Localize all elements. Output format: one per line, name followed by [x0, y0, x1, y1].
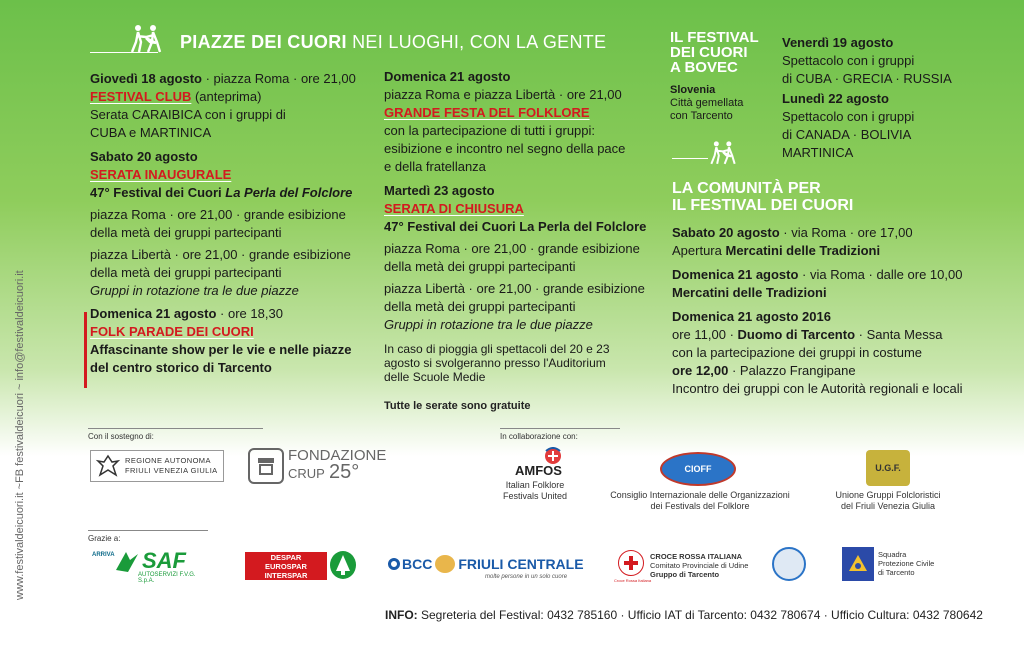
dancers-icon	[128, 24, 164, 59]
red-cross-icon	[618, 550, 644, 576]
header-divider	[90, 52, 158, 53]
side-contact-text: www.festivaldeicuori.it ~FB festivaldeicuori ~ info@festivaldeicuori.it	[14, 270, 26, 600]
bovec-events: Venerdì 19 agosto Spettacolo con i gruppi di CUBA · GRECIA · RUSSIA Lunedì 22 agosto Spettacolo con i gruppi di CANADA · BOLIVIA MARTINICA	[782, 35, 952, 160]
cioff-logo: CIOFF	[660, 452, 736, 486]
cioff-caption: Consiglio Internazionale delle Organizzazioni dei Festivals del Folklore	[610, 490, 790, 511]
amfos-caption: Italian Folklore Festivals United	[502, 480, 568, 501]
heart-mascot-icon	[435, 555, 455, 573]
regione-fvg-logo: REGIONE AUTONOMA FRIULI VENEZIA GIULIA	[90, 450, 224, 482]
ugf-logo: U.G.F.	[866, 450, 910, 486]
community-title: LA COMUNITÀ PER IL FESTIVAL DEI CUORI	[672, 180, 854, 214]
bcc-circle-icon	[388, 558, 400, 570]
community-events: Sabato 20 agosto · via Roma · ore 17,00 Apertura Mercatini delle Tradizioni Domenica 21 agosto · via Roma · dalle ore 10,00 Mercatini delle Tradizioni Domenica 21 agosto 2016 ore 11,00 · Duomo di Tarcento · Santa Messa con la partecipazione dei gruppi in costume ore 12,00 · Palazzo Frangipane Incontro dei gruppi con le Autorità regionali e locali	[672, 225, 963, 396]
protezione-civile-icon	[842, 547, 874, 581]
amfos-logo	[515, 447, 565, 482]
bovec-divider	[672, 158, 708, 159]
collab-label: In collaborazione con:	[500, 432, 578, 441]
friuli-slogan: molte persone in un solo cuore	[485, 574, 568, 580]
support-label: Con il sostegno di:	[88, 432, 154, 441]
free-entry-note: Tutte le serate sono gratuite	[384, 400, 531, 412]
column-1: Giovedì 18 agosto · piazza Roma · ore 21,00 FESTIVAL CLUB (anteprima) Serata CARAIBICA con i gruppi di CUBA e MARTINICA Sabato 20 agosto SERATA INAUGURALE 47° Festival dei Cuori La Perla del Folclore piazza Roma · ore 21,00 · grande esibizione della metà dei gruppi partecipanti piazza Libertà · ore 21,00 · grande esibizione della metà dei gruppi partecipanti Gruppi in rotazione tra le due piazze Domenica 21 agosto · ore 18,30 FOLK PARADE DEI CUORI Affascinante show per le vie e nelle piazze del centro storico di Tarcento	[90, 71, 356, 375]
page-title: PIAZZE DEI CUORI NEI LUOGHI, CON LA GENTE	[180, 32, 607, 52]
thanks-divider	[88, 530, 208, 531]
bovec-subtitle: Slovenia Città gemellata con Tarcento	[670, 84, 744, 122]
pro-loco-badge-icon	[772, 547, 806, 581]
info-footer: INFO: Segreteria del Festival: 0432 785160 · Ufficio IAT di Tarcento: 0432 780674 · Ufficio Cultura: 0432 780642	[385, 608, 983, 622]
bovec-title: IL FESTIVAL DEI CUORI A BOVEC	[670, 29, 759, 76]
support-divider	[88, 428, 263, 429]
fondazione-crup-icon	[248, 448, 284, 484]
collab-divider	[500, 428, 620, 429]
bcc-friuli-logo: BCC FRIULI CENTRALE	[388, 555, 584, 573]
ugf-caption: Unione Gruppi Folcloristici del Friuli Venezia Giulia	[835, 490, 941, 511]
column-2: Domenica 21 agosto piazza Roma e piazza Libertà · ore 21,00 GRANDE FESTA DEL FOLKLORE con la partecipazione di tutti i gruppi: esibizione e incontro nel segno della pace e della fratellanza Martedì 23 agosto SERATA DI CHIUSURA 47° Festival dei Cuori La Perla del Folclore piazza Roma · ore 21,00 · grande esibizione della metà dei gruppi partecipanti piazza Libertà · ore 21,00 · grande esibizione della metà dei gruppi partecipanti Gruppi in rotazione tra le due piazze In caso di pioggia gli spettacoli del 20 e 23 agosto si svolgeranno presso l'Auditorium delle Scuole Medie	[384, 69, 647, 384]
red-cross-text: CROCE ROSSA ITALIANA Comitato Provinciale di Udine Gruppo di Tarcento	[650, 552, 749, 579]
fondazione-crup-text: FONDAZIONE CRUP 25°	[288, 447, 387, 483]
dancers-icon-small	[708, 140, 738, 171]
red-cross-small-label: Croce Rossa Italiana	[614, 578, 652, 583]
saf-logo: ARRIVA SAF AUTOSERVIZI F.V.G. S.p.A.	[92, 548, 196, 584]
fir-tree-icon	[330, 551, 356, 579]
svg-text:AMFOS: AMFOS	[515, 463, 562, 477]
thanks-label: Grazie a:	[88, 534, 121, 543]
eagle-icon	[95, 453, 121, 479]
protezione-civile-text: Squadra Protezione Civile di Tarcento	[878, 550, 935, 577]
folk-parade-marker	[84, 312, 87, 388]
despar-logo: DESPAR EUROSPAR INTERSPAR	[245, 552, 327, 580]
